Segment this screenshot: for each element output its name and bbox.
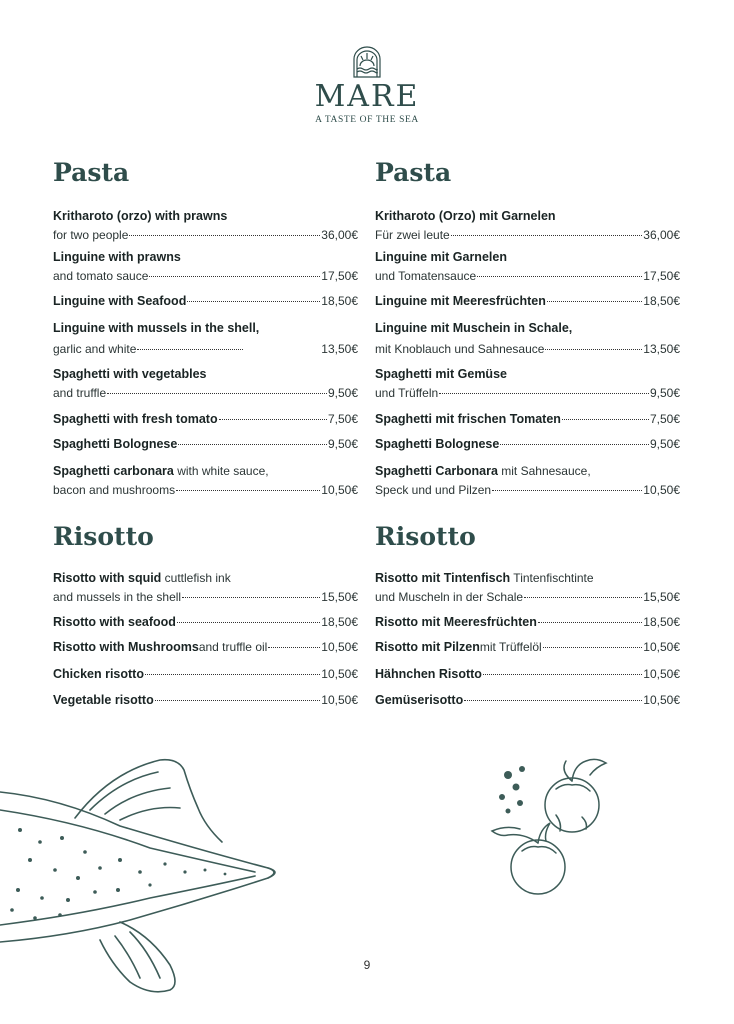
menu-item	[375, 665, 680, 684]
menu-item	[53, 292, 358, 311]
leader-dots	[500, 432, 649, 445]
leader-dots	[182, 585, 320, 598]
item-name: Risotto mit Pilzen	[375, 640, 480, 654]
item-name: Hähnchen Risotto	[375, 667, 482, 681]
menu-item	[53, 569, 358, 607]
item-price: 10,50€	[321, 640, 358, 654]
item-extra: mit Sahnesauce,	[497, 464, 591, 478]
item-price: 10,50€	[321, 667, 358, 681]
leader-dots	[145, 662, 320, 675]
item-description: for two people	[53, 228, 129, 242]
menu-item	[375, 613, 680, 632]
item-description: Für zwei leute	[375, 228, 450, 242]
menu-item	[375, 292, 680, 311]
item-price: 18,50€	[643, 294, 680, 308]
item-extra: Tintenfischtinte	[510, 571, 594, 585]
item-description: und Tomatensauce	[375, 269, 477, 283]
item-name: Linguine with mussels in the shell,	[53, 321, 260, 335]
item-price: 10,50€	[643, 483, 680, 497]
menu-item	[375, 435, 680, 454]
item-name: Spaghetti Bolognese	[53, 437, 178, 451]
brand-tagline: A TASTE OF THE SEA	[315, 115, 419, 125]
page-number: 9	[363, 958, 371, 972]
menu-item	[375, 410, 680, 429]
leader-dots	[483, 662, 642, 675]
leader-dots	[137, 337, 243, 350]
item-description: and tomato sauce	[53, 269, 149, 283]
item-name: Risotto mit Meeresfrüchten	[375, 615, 537, 629]
item-name: Linguine mit Meeresfrüchten	[375, 294, 546, 308]
section-title-pasta: Pasta	[375, 158, 452, 187]
section-title-risotto: Risotto	[53, 522, 154, 551]
leader-dots	[451, 223, 643, 236]
item-price: 36,00€	[321, 228, 358, 242]
leader-dots	[107, 381, 327, 394]
item-price: 10,50€	[643, 693, 680, 707]
item-price: 10,50€	[643, 640, 680, 654]
item-price: 9,50€	[649, 437, 680, 451]
sun-over-waves-logo-icon	[352, 46, 382, 78]
item-name: Chicken risotto	[53, 667, 144, 681]
item-name: Linguine with prawns	[53, 250, 181, 264]
leader-dots	[178, 432, 327, 445]
leader-dots	[524, 585, 642, 598]
item-name: Linguine with Seafood	[53, 294, 187, 308]
item-name: Linguine mit Muschein in Schale,	[375, 321, 573, 335]
menu-item	[375, 365, 680, 403]
menu-item	[53, 691, 358, 710]
leader-dots	[538, 610, 642, 623]
item-name: Spaghetti with fresh tomato	[53, 412, 218, 426]
item-description: Speck und und Pilzen	[375, 483, 492, 497]
menu-item	[53, 665, 358, 684]
item-description: garlic and white	[53, 342, 137, 356]
item-extra: cuttlefish ink	[161, 571, 231, 585]
item-name: Spaghetti mit frischen Tomaten	[375, 412, 561, 426]
item-name: Kritharoto (orzo) with prawns	[53, 209, 228, 223]
item-price: 15,50€	[643, 590, 680, 604]
item-extra: with white sauce,	[173, 464, 269, 478]
leader-dots	[543, 635, 643, 648]
item-name: Risotto with Mushrooms	[53, 640, 199, 654]
leader-dots	[562, 407, 649, 420]
brand-name: MARE	[314, 79, 420, 114]
leader-dots	[219, 407, 327, 420]
menu-item	[375, 207, 680, 245]
item-price: 9,50€	[327, 437, 358, 451]
item-extra: and truffle oil	[198, 640, 268, 654]
leader-dots	[149, 264, 320, 277]
menu-item	[375, 319, 680, 359]
item-price: 10,50€	[643, 667, 680, 681]
menu-item	[53, 410, 358, 429]
item-extra: mit Trüffelöl	[479, 640, 542, 654]
menu-item	[375, 569, 680, 607]
item-name: Gemüserisotto	[375, 693, 464, 707]
item-price: 7,50€	[649, 412, 680, 426]
item-price: 9,50€	[327, 386, 358, 400]
item-name: Spaghetti Carbonara	[375, 464, 498, 478]
item-name: Risotto with squid	[53, 571, 162, 585]
leader-dots	[268, 635, 320, 648]
leader-dots	[547, 289, 642, 302]
item-price: 17,50€	[643, 269, 680, 283]
brand-logo	[0, 46, 734, 125]
leader-dots	[439, 381, 649, 394]
item-description: bacon and mushrooms	[53, 483, 176, 497]
item-name: Risotto mit Tintenfisch	[375, 571, 511, 585]
leader-dots	[464, 688, 642, 701]
item-price: 10,50€	[321, 483, 358, 497]
menu-item	[375, 638, 680, 657]
leader-dots	[155, 688, 321, 701]
menu-item	[375, 462, 680, 500]
item-price: 18,50€	[321, 294, 358, 308]
section-title-pasta: Pasta	[53, 158, 130, 187]
item-name: Kritharoto (Orzo) mit Garnelen	[375, 209, 556, 223]
menu-item	[53, 319, 358, 359]
fish-illustration	[0, 750, 300, 1012]
item-description: and truffle	[53, 386, 107, 400]
item-price: 18,50€	[643, 615, 680, 629]
menu-item	[375, 691, 680, 710]
item-price: 13,50€	[321, 342, 358, 356]
leader-dots	[477, 264, 642, 277]
item-name: Spaghetti carbonara	[53, 464, 174, 478]
item-name: Risotto with seafood	[53, 615, 176, 629]
menu-item	[53, 462, 358, 500]
item-description: and mussels in the shell	[53, 590, 182, 604]
item-price: 9,50€	[649, 386, 680, 400]
leader-dots	[129, 223, 320, 236]
item-name: Spaghetti mit Gemüse	[375, 367, 507, 381]
item-price: 7,50€	[327, 412, 358, 426]
menu-item	[53, 207, 358, 245]
menu-item	[53, 613, 358, 632]
menu-item	[375, 248, 680, 286]
item-price: 15,50€	[321, 590, 358, 604]
item-price: 10,50€	[321, 693, 358, 707]
leader-dots	[492, 478, 642, 491]
menu-item	[53, 435, 358, 454]
leader-dots	[187, 289, 320, 302]
leader-dots	[545, 337, 642, 350]
item-price: 18,50€	[321, 615, 358, 629]
item-description: mit Knoblauch und Sahnesauce	[375, 342, 545, 356]
item-description: und Trüffeln	[375, 386, 439, 400]
section-title-risotto: Risotto	[375, 522, 476, 551]
menu-item	[53, 248, 358, 286]
item-price: 17,50€	[321, 269, 358, 283]
item-description: und Muscheln in der Schale	[375, 590, 524, 604]
leader-dots	[177, 610, 320, 623]
item-name: Linguine mit Garnelen	[375, 250, 507, 264]
item-price: 36,00€	[643, 228, 680, 242]
tomatoes-illustration	[486, 753, 626, 903]
item-name: Spaghetti Bolognese	[375, 437, 500, 451]
item-name: Vegetable risotto	[53, 693, 154, 707]
item-price: 13,50€	[643, 342, 680, 356]
leader-dots	[176, 478, 320, 491]
menu-item	[53, 365, 358, 403]
menu-item	[53, 638, 358, 657]
item-name: Spaghetti with vegetables	[53, 367, 207, 381]
